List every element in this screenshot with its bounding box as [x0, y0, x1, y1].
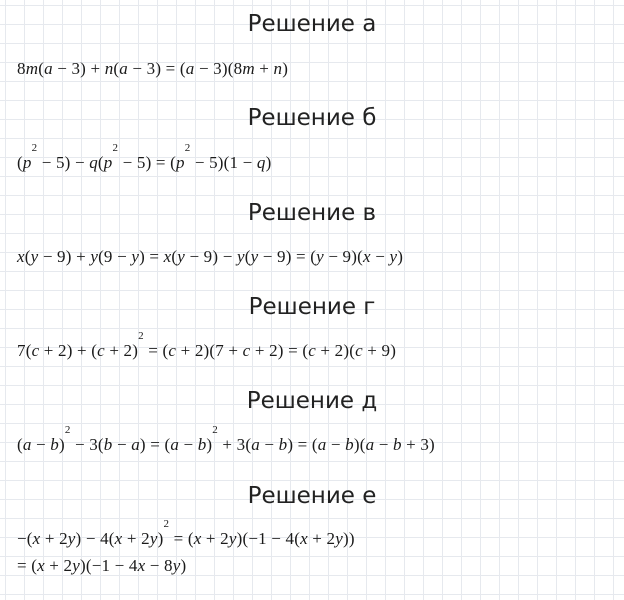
equation-d: $(a - b)^2 - 3(b - a) = (a - b)^2 + 3(a - b) = (a - b)(a - b + 3)$	[17, 424, 435, 454]
equation-b: $(p^2 - 5) - q(p^2 - 5) = (p^2 - 5)(1 - q)$	[17, 142, 272, 172]
heading-e: Решение е	[247, 483, 377, 509]
heading-a: Решение а	[247, 11, 377, 37]
equation-v: x(y − 9) + y(9 − y) = x(y − 9) − y(y − 9) = (y − 9)(x − y)	[17, 247, 404, 266]
heading-b: Решение б	[247, 105, 377, 131]
heading-g: Решение г	[248, 294, 376, 320]
equation-g: $7(c + 2) + (c + 2)^2 = (c + 2)(7 + c + 2) = (c + 2)(c + 9)$	[17, 330, 397, 360]
equation-e-line-1: $-(x + 2y) - 4(x + 2y)^2 = (x + 2y)(-1 - 4(x + 2y))$	[17, 518, 355, 548]
equation-a: 8m(a − 3) + n(a − 3) = (a − 3)(8m + n)	[17, 59, 289, 78]
heading-d: Решение д	[246, 388, 378, 414]
heading-v: Решение в	[247, 200, 377, 226]
equation-e-line-2: = (x + 2y)(−1 − 4x − 8y)	[17, 556, 187, 575]
